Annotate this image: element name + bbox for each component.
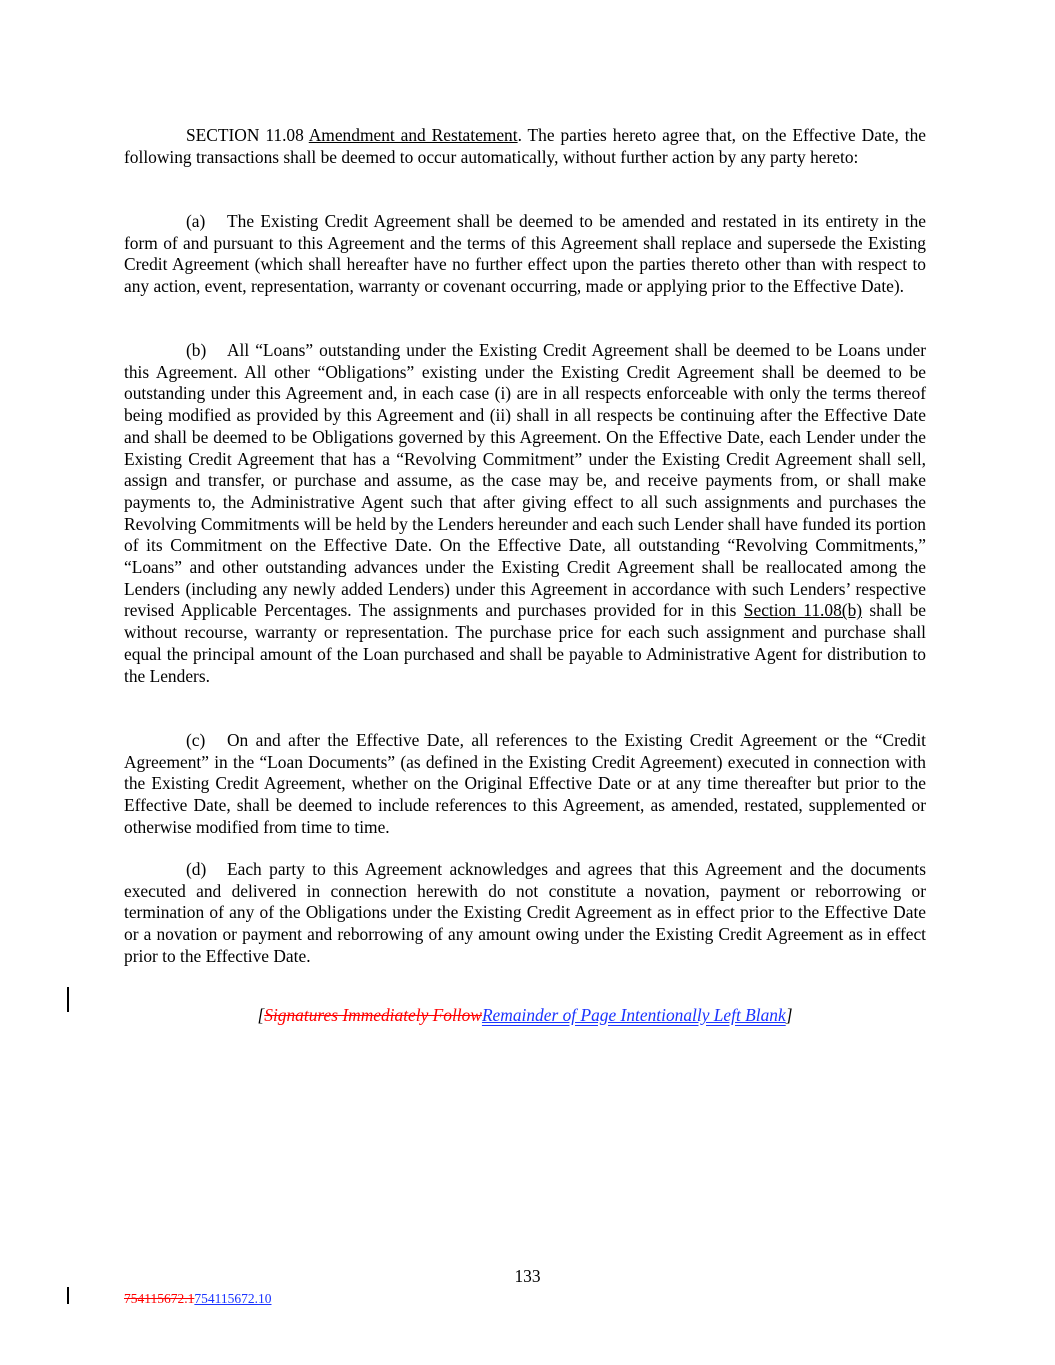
closing-close-bracket: ] — [785, 1005, 793, 1026]
section-title: Amendment and Restatement — [308, 125, 518, 145]
clause-b-label: (b) — [186, 340, 207, 360]
inserted-text: Remainder of Page Intentionally Left Blank — [481, 1005, 786, 1026]
section-heading-prefix: SECTION 11.08 — [186, 125, 309, 145]
page-number: 133 — [514, 1266, 541, 1286]
doc-id-deleted: 754115672.1 — [124, 1291, 195, 1306]
clause-a-text: The Existing Credit Agreement shall be deemed to be amended and restated in its entirety in the form of and pursuant to this Agreement and the terms of this Agreement shall replace and supersede the Existing Credit Agreement (which shall hereafter have no further effect upon the parties thereto other than with respect to any action, event, representation, warranty or covenant occurring, made or applying prior to the Effective Date). — [124, 211, 926, 297]
clause-d-text: Each party to this Agreement acknowledges and agrees that this Agreement and the documents executed and delivered in connection herewith do not constitute a novation, payment or reborrowing or termination of any of the Obligations under the Existing Credit Agreement as in effect prior to the Effective Date or a novation or payment and reborrowing of any amount owing under the Existing Credit Agreement as in effect prior to the Effective Date. — [124, 859, 926, 966]
doc-id-inserted: 754115672.10 — [194, 1291, 272, 1306]
section-11-08-b-reference: Section 11.08(b) — [743, 600, 863, 621]
section-intro-text: . The parties hereto agree that, on the Effective Date, the following transactions shall be deemed to occur automatically, without further action by any party hereto: — [124, 125, 926, 167]
deleted-text: Signatures Immediately Follow — [264, 1005, 482, 1026]
change-bar-footer — [67, 1287, 69, 1304]
clause-c-text: On and after the Effective Date, all references to the Existing Credit Agreement or the “Credit Agreement” in the “Loan Documents” (as defined in the Existing Credit Agreement) executed in connection with the Existing Credit Agreement, whether on the Original Effective Date or at any time thereafter but prior to the Effective Date, shall be deemed to include references to this Agreement, as amended, restated, supplemented or otherwise modified from time to time. — [124, 730, 926, 837]
clause-b — [124, 340, 926, 687]
clause-c-label: (c) — [186, 730, 206, 750]
closing-line — [124, 1005, 926, 1027]
change-bar-closing — [67, 987, 69, 1012]
clause-a — [124, 211, 926, 298]
closing-open-bracket: [ — [257, 1005, 265, 1026]
clause-b-text-2: shall be without recourse, warranty or representation. The purchase price for each such assignment and purchase shall equal the principal amount of the Loan purchased and shall be payable to Administrative Agent for distribution to the Lenders. — [124, 600, 926, 686]
clause-b-text-1: All “Loans” outstanding under the Existing Credit Agreement shall be deemed to be Loans under this Agreement. All other “Obligations” existing under the Existing Credit Agreement shall be deemed to be outstanding under this Agreement and, in each case (i) are in all respects enforceable with only the terms thereof being modified as provided by this Agreement and (ii) shall in all respects be continuing after the Effective Date and shall be deemed to be Obligations governed by this Agreement. On the Effective Date, each Lender under the Existing Credit Agreement that has a “Revolving Commitment” under the Existing Credit Agreement shall sell, assign and transfer, or purchase and assume, as the case may be, and receive payments from, or shall make payments to, the Administrative Agent such that after giving effect to all such assignments and purchases the Revolving Commitments will be held by the Lenders hereunder and each such Lender shall have funded its portion of its Commitment on the Effective Date. On the Effective Date, all outstanding “Revolving Commitments,” “Loans” and other outstanding advances under the Existing Credit Agreement shall be reallocated among the Lenders (including any newly added Lenders) under this Agreement in accordance with such Lenders’ respective revised Applicable Percentages. The assignments and purchases provided for in this — [124, 340, 926, 621]
clause-c — [124, 730, 926, 839]
document-id — [124, 1288, 272, 1310]
clause-a-label: (a) — [186, 211, 206, 231]
section-11-08-intro — [124, 125, 926, 168]
clause-d — [124, 859, 926, 968]
clause-d-label: (d) — [186, 859, 207, 879]
